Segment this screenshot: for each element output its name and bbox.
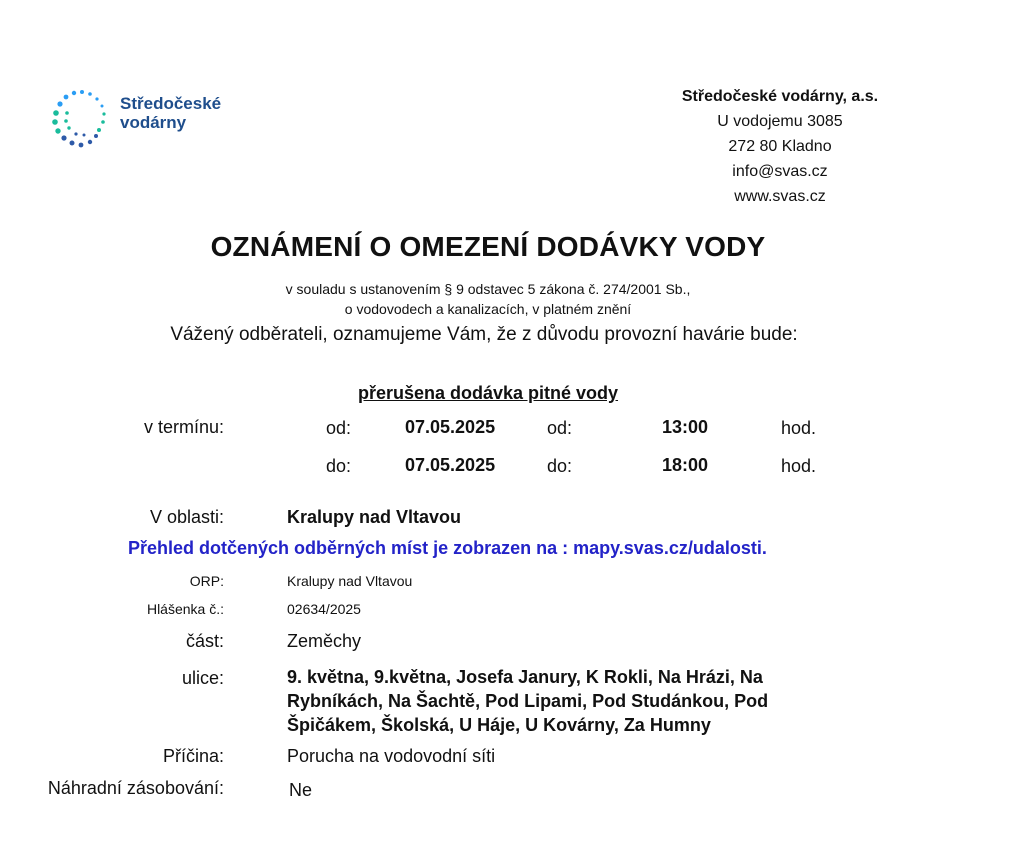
company-street: U vodojemu 3085 xyxy=(717,113,843,130)
to-unit: hod. xyxy=(781,456,817,476)
legal-line-2: o vodovodech a kanalizacích, v platném znění xyxy=(344,301,632,317)
area-value: Kralupy nad Vltavou xyxy=(287,507,462,527)
cause-value: Porucha na vodovodní síti xyxy=(287,746,496,766)
part-label: část: xyxy=(185,631,224,651)
from-unit: hod. xyxy=(781,418,817,438)
from-time: 13:00 xyxy=(662,417,709,437)
logo-wordmark xyxy=(120,94,221,132)
area-label: V oblasti: xyxy=(149,507,224,527)
interruption-heading: přerušena dodávka pitné vody xyxy=(357,383,619,403)
company-city: 272 80 Kladno xyxy=(728,138,832,155)
streets-list xyxy=(287,665,847,737)
substitute-supply-value: Ne xyxy=(289,780,313,800)
to-time-label: do: xyxy=(547,456,573,476)
legal-line-1: v souladu s ustanovením § 9 odstavec 5 zákona č. 274/2001 Sb., xyxy=(285,281,691,297)
company-web: www.svas.cz xyxy=(734,188,826,205)
part-value: Zeměchy xyxy=(287,631,362,651)
to-time: 18:00 xyxy=(662,455,709,475)
to-date: 07.05.2025 xyxy=(405,455,496,475)
from-date: 07.05.2025 xyxy=(405,417,496,437)
logo-line-2: vodárny xyxy=(120,113,187,132)
logo-line-1: Středočeské xyxy=(120,94,222,113)
streets-line-2: Rybníkách, Na Šachtě, Pod Lipami, Pod Studánkou, Pod xyxy=(287,691,769,711)
substitute-supply-label: Náhradní zásobování: xyxy=(47,778,224,798)
to-date-label: do: xyxy=(326,456,352,476)
company-name: Středočeské vodárny, a.s. xyxy=(681,88,879,105)
intro-text: Vážený odběrateli, oznamujeme Vám, že z důvodu provozní havárie bude: xyxy=(170,324,798,345)
orp-value: Kralupy nad Vltavou xyxy=(287,573,413,589)
from-date-label: od: xyxy=(326,418,352,438)
company-email: info@svas.cz xyxy=(732,163,828,180)
term-label: v termínu: xyxy=(143,417,224,437)
affected-places-note: Přehled dotčených odběrných míst je zobrazen na : mapy.svas.cz/udalosti. xyxy=(128,538,767,558)
report-label: Hlášenka č.: xyxy=(146,601,224,617)
company-address-block xyxy=(640,84,920,209)
streets-label: ulice: xyxy=(181,668,224,688)
streets-line-1: 9. května, 9.května, Josefa Janury, K Rokli, Na Hrázi, Na xyxy=(287,667,763,687)
company-logo xyxy=(50,86,250,150)
document-title: OZNÁMENÍ O OMEZENÍ DODÁVKY VODY xyxy=(210,231,766,262)
from-time-label: od: xyxy=(547,418,573,438)
legal-basis xyxy=(0,279,976,319)
logo-dots-icon xyxy=(50,88,114,148)
streets-line-3: Špičákem, Školská, U Háje, U Kovárny, Za Humny xyxy=(287,715,711,735)
report-number: 02634/2025 xyxy=(287,601,361,617)
orp-label: ORP: xyxy=(189,573,224,589)
cause-label: Příčina: xyxy=(162,746,224,766)
